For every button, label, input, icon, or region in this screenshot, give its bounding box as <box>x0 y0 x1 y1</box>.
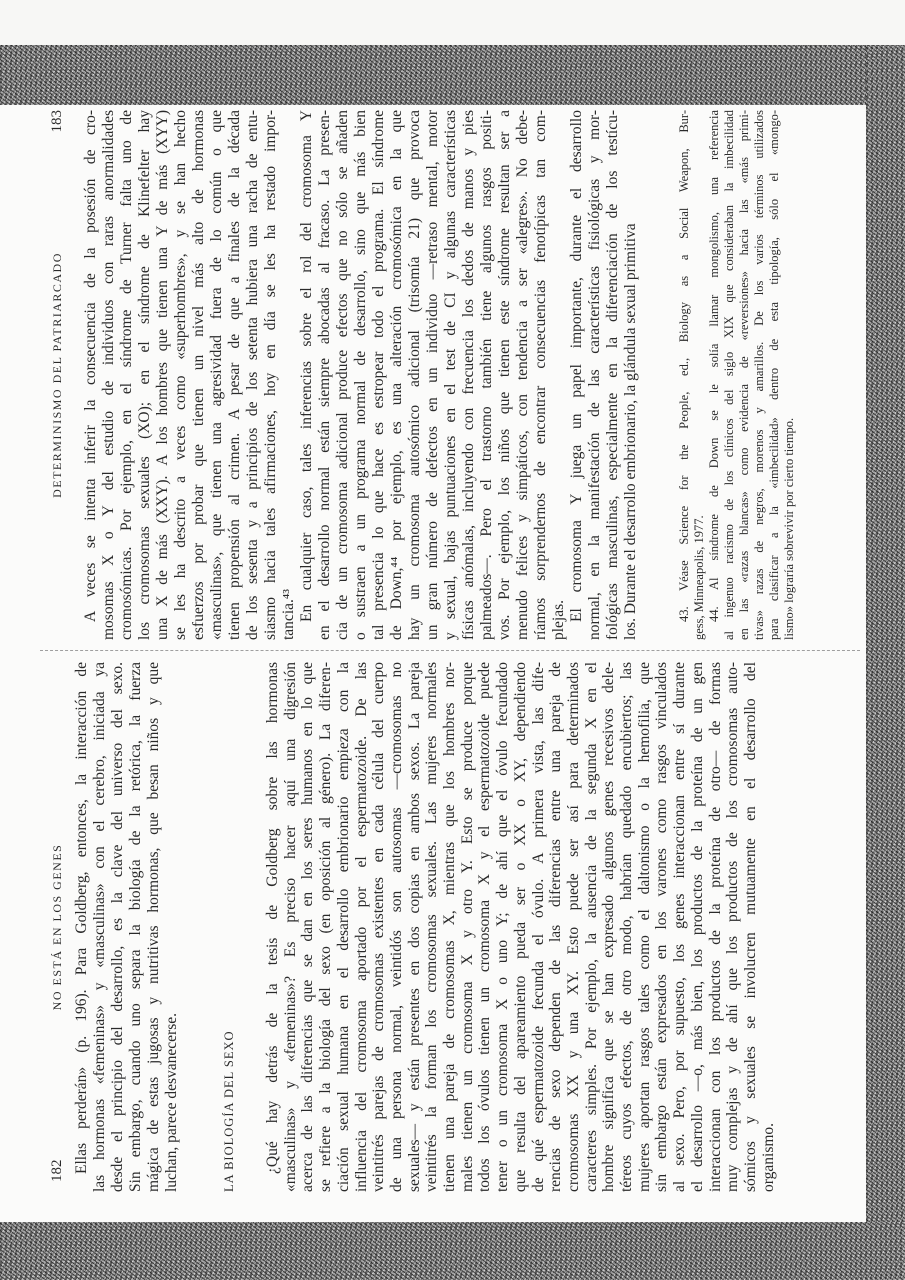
text-line: ¿Qué hay detrás de la tesis de Goldberg sobre las hormonas <box>264 662 281 1174</box>
text-line: tener o un cromosoma X o uno Y; de ahí que el óvulo fecundado <box>494 662 512 1192</box>
text-line: sómicos y sexuales se involucren mutuamente en el desarrollo del <box>741 662 759 1192</box>
page-183 <box>48 110 828 640</box>
text-line: siasmo hacia tales afirmaciones, hoy en día se les ha restado impor- <box>262 110 279 640</box>
text-line: sexuales— y están presentes en dos copias en ambos sexos. La pareja <box>405 662 423 1192</box>
text-line: tancia.⁴³ <box>280 589 297 640</box>
footnote-line: para clasificar a la «imbecilidad» dentro de esta tipología, sólo el «mongo- <box>767 110 781 640</box>
text-line: mujeres aportan rasgos tales como el daltonismo o la hemofilia, que <box>635 662 653 1192</box>
text-line: y sexual, bajas puntuaciones en el test de CI y algunas características <box>442 110 459 640</box>
footnote-line: tivas» razas de negros, morenos y amarillos. De los varios términos utilizados <box>752 110 766 640</box>
text-line: fológicas masculinas, especialmente en la diferenciación de los testícu- <box>604 110 621 640</box>
running-header <box>48 110 66 640</box>
text-line: los. Durante el desarrollo embrionario, la glándula sexual primitiva <box>622 223 639 640</box>
scan-border-right <box>866 45 905 1280</box>
text-line: los cromosomas sexuales (XO); en el síndrome de Klinefelter hay <box>136 110 153 640</box>
text-line: «masculinas», que tienen una agresividad fuera de lo común o que <box>208 110 225 640</box>
text-line: se refiere a la biología del sexo (en oposición al género). La diferen- <box>317 662 335 1192</box>
text-line: cromosómicas. Por ejemplo, en el síndrome de Turner falta uno de <box>118 110 135 640</box>
text-line: cromosomas XX y una XY. Esto puede ser así para determinados <box>564 662 582 1192</box>
text-line: interaccionan con los productos de la proteína de otro— de formas <box>706 662 724 1192</box>
text-line: de una persona normal, veintidós son autosomas —cromosomas no <box>387 662 405 1192</box>
text-line: palmeados—. Pero el trastorno también tiene algunos rasgos positi- <box>478 110 495 640</box>
text-line: luchan, parece desvanecerse. <box>163 1013 180 1192</box>
text-line: que resulta del apareamiento pueda ser o XX o XY, dependiendo <box>511 662 529 1192</box>
footnote-line: lismo» lograría sobrevivir por cierto tiempo. <box>782 417 796 640</box>
text-line: una X de más (XXY). A los hombres que tienen una Y de más (XYY) <box>154 110 171 640</box>
text-line: de qué espermatozoide fecunda el óvulo. A primera vista, las dife- <box>529 662 547 1192</box>
running-title: DETERMINISMO DEL PATRIARCADO <box>50 252 64 498</box>
text-line: las hormonas «femeninas» y «masculinas» con el cerebro, iniciada ya <box>91 662 108 1192</box>
text-line: todos los óvulos tienen un cromosoma X y el espermatozoide puede <box>476 662 494 1192</box>
text-line: téreos cuyos efectos, de otro modo, habrían quedado encubiertos; las <box>618 662 635 1192</box>
footnote-line: 43. Véase Science for the People, ed., Biology as a Social Weapon, Bur- <box>677 110 691 622</box>
text-line: acerca de las diferencias que se dan en los seres humanos en lo que <box>299 662 317 1192</box>
text-line: males tienen un cromosoma X y otro Y. Esto se produce porque <box>458 662 476 1192</box>
text-line: o sustraen a un programa normal de desarrollo, sino que más bien <box>352 110 369 640</box>
scan-border-bottom <box>0 1222 905 1280</box>
page-number: 183 <box>49 110 65 133</box>
text-line: ciación sexual humana en el desarrollo embrionario empieza con la <box>334 662 352 1192</box>
text-line: al sexo. Pero, por supuesto, los genes interaccionan entre sí durante <box>671 662 689 1192</box>
text-line: de los sesenta y a principios de los setenta hubiera una racha de entu- <box>244 110 261 640</box>
text-line: Sin embargo, cuando uno separa la biología de la retórica, la fuerza <box>127 662 144 1192</box>
running-title: NO ESTÁ EN LOS GENES <box>50 843 64 1011</box>
running-header <box>48 662 66 1192</box>
text-line: sin embargo están expresados en los varones como rasgos vinculados <box>653 662 671 1192</box>
text-line: plejas. <box>550 599 567 640</box>
text-line: Ellas perderán» (p. 196). Para Goldberg, entonces, la interacción de <box>73 662 90 1174</box>
text-line: hay un cromosoma autosómico adicional (trisomía 21) que provoca <box>406 110 423 640</box>
text-line: caracteres simples. Por ejemplo, la ausencia de la segunda X en el <box>582 662 600 1192</box>
text-line: El cromosoma Y juega un papel importante, durante el desarrollo <box>568 110 585 622</box>
text-line: veintitrés parejas de cromosomas existentes en cada célula del cuerpo <box>370 662 388 1192</box>
text-line: veintitrés la forman los cromosomas sexuales. Las mujeres normales <box>423 662 441 1192</box>
text-line: organismo. <box>759 1122 777 1192</box>
page-182 <box>48 662 828 1192</box>
text-line: mágica de estas jugosas y nutritivas hormonas, que besan niños y que <box>145 662 162 1192</box>
page-number: 182 <box>49 1159 65 1182</box>
text-line: A veces se intenta inferir la consecuencia de la posesión de cro- <box>82 110 99 622</box>
text-line: hombre significa que se han expresado algunos genes recesivos dele- <box>600 662 618 1192</box>
text-line: físicas anómalas, incluyendo con frecuencia los dedos de manos y pies <box>460 110 477 640</box>
text-line: de Down,⁴⁴ por ejemplo, es una alteración cromosómica en la que <box>388 110 405 640</box>
text-line: influencia del cromosoma aportado por el espermatozoide. De las <box>352 662 370 1192</box>
footnote-line: 44. Al síndrome de Down se le solía llamar mongolismo, una referencia <box>707 110 721 622</box>
text-line: mosomas X o Y del estudio de individuos con raras anormalidades <box>100 110 117 640</box>
text-line: ríamos sorprendernos de encontrar consecuencias fenotípicas tan com- <box>532 110 549 640</box>
text-line: el desarrollo —o, más bien, los productos de la proteína de un gen <box>688 662 706 1192</box>
footnote-line: gess, Minneapolis, 1977. <box>692 515 706 640</box>
footnote-line: al ingenuo racismo de los clínicos del siglo XIX que consideraban la imbecilidad <box>722 110 736 640</box>
text-line: normal, en la manifestación de las características fisiológicas y mor- <box>586 110 603 640</box>
text-line: se les ha descrito a veces como «superhombres», y se han hecho <box>172 110 189 640</box>
text-line: en el desarrollo normal están siempre abocadas al fracaso. La presen- <box>316 110 333 640</box>
text-line: «masculinas» y «femeninas»? Es preciso hacer aquí una digresión <box>281 662 299 1192</box>
section-heading: LA BIOLOGÍA DEL SEXO <box>222 1030 236 1192</box>
scan-border-top <box>0 45 905 105</box>
text-line: tienen una pareja de cromosomas X, mientras que los hombres nor- <box>441 662 458 1192</box>
text-line: tal presencia lo que hace es estropear todo el programa. El síndrome <box>370 110 387 640</box>
footnote-line: en las «razas blancas» como evidencia de «reversiones» hacia las «más primi- <box>737 110 751 640</box>
text-line: cia de un cromosoma adicional produce efectos que no sólo se añaden <box>334 110 351 640</box>
page-gutter <box>40 650 860 651</box>
text-line: tienen propensión al crimen. A pesar de que a finales de la década <box>226 110 243 640</box>
text-line: vos. Por ejemplo, los niños que tienen este síndrome resultan ser a <box>496 110 513 640</box>
text-line: menudo felices y simpáticos, con tendencia a ser «alegres». No debe- <box>514 110 531 640</box>
text-line: rencias de sexo dependen de las diferencias entre una pareja de <box>547 662 565 1192</box>
text-line: desde el principio del desarrollo, es la clave del universo del sexo. <box>109 662 126 1192</box>
text-line: En cualquier caso, tales inferencias sobre el rol del cromosoma Y <box>298 110 315 622</box>
text-line: esfuerzos por probar que tienen un nivel más alto de hormonas <box>190 110 207 640</box>
text-line: muy complejas y de ahí que los productos de los cromosomas auto- <box>724 662 742 1192</box>
text-line: un gran número de defectos en un individuo —retraso mental, motor <box>424 110 441 640</box>
